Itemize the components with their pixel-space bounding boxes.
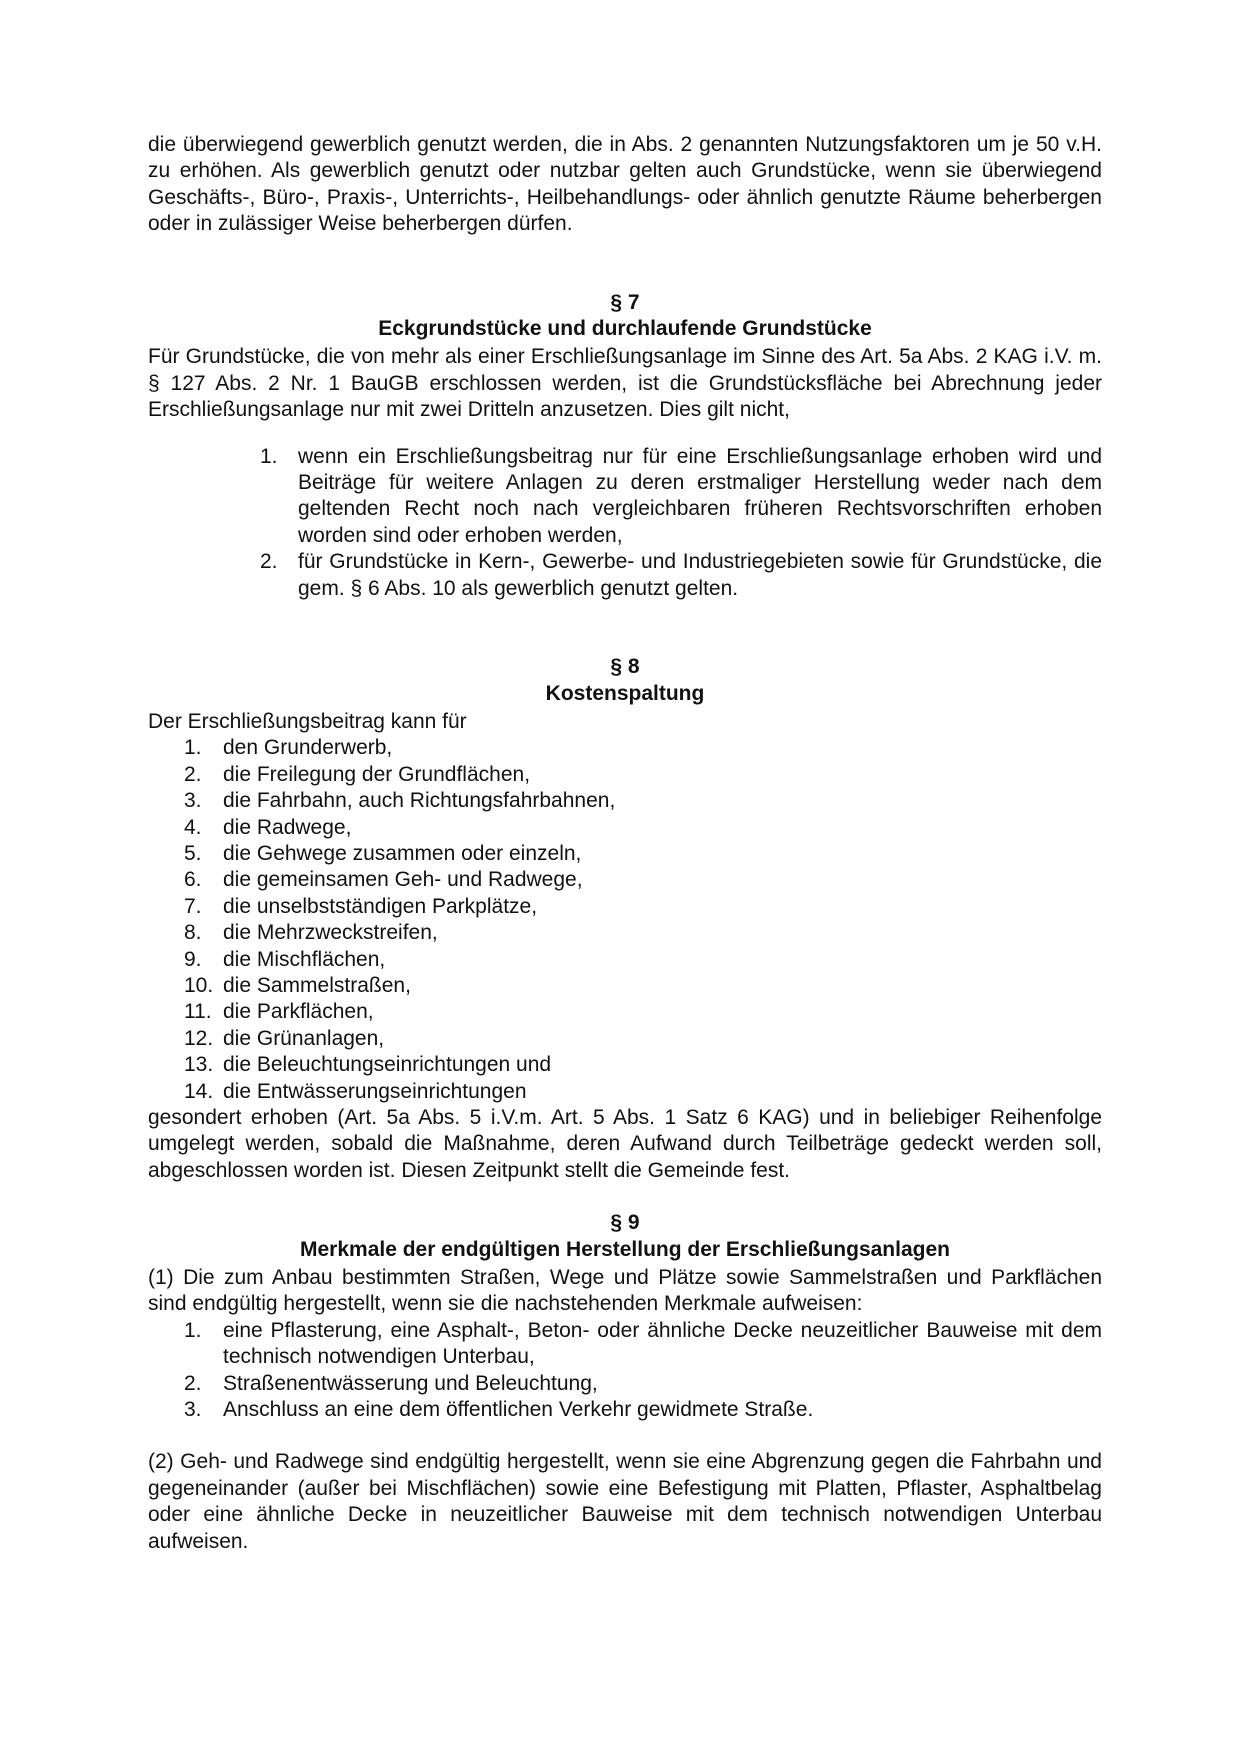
section-9-title: Merkmale der endgültigen Herstellung der Erschließungsanlagen xyxy=(300,1237,950,1261)
list-item-number: 1. xyxy=(184,736,202,760)
list-item-text: Anschluss an eine dem öffentlichen Verkehr gewidmete Straße. xyxy=(223,1398,814,1422)
list-item xyxy=(148,867,1102,893)
section-8-lead: Der Erschließungsbeitrag kann für xyxy=(148,709,467,733)
section-7-number: § 7 xyxy=(610,290,640,314)
list-item xyxy=(148,1079,1102,1105)
list-item xyxy=(148,788,1102,814)
section-8 xyxy=(148,654,1102,1184)
list-item-text: die Radwege, xyxy=(223,815,352,839)
section-8-list xyxy=(148,735,1102,1105)
list-item-text: die Fahrbahn, auch Richtungsfahrbahnen, xyxy=(223,789,616,813)
section-7 xyxy=(148,290,1102,602)
list-item-number: 6. xyxy=(184,868,202,892)
list-item-number: 13. xyxy=(184,1053,214,1077)
list-item xyxy=(148,762,1102,788)
list-item-number: 1. xyxy=(184,1318,202,1342)
section-9 xyxy=(148,1210,1102,1555)
list-item xyxy=(148,1052,1102,1078)
list-item-text: eine Pflasterung, eine Asphalt-, Beton- oder ähnliche Decke neuzeitlicher Bauweise mit dem technisch notwendigen Unterbau, xyxy=(223,1318,1102,1369)
list-item-text: den Grunderwerb, xyxy=(223,736,393,760)
list-item-number: 10. xyxy=(184,973,214,997)
section-8-title: Kostenspaltung xyxy=(545,681,705,705)
list-item-number: 11. xyxy=(184,1000,212,1024)
list-item-text: für Grundstücke in Kern-, Gewerbe- und Industriegebieten sowie für Grundstücke, die gem. § 6 Abs. 10 als gewerblich genutzt gelten. xyxy=(298,550,1102,600)
list-item-text: die Mischflächen, xyxy=(223,947,386,971)
list-item-number: 2. xyxy=(184,762,202,786)
list-item xyxy=(148,444,1102,550)
list-item-number: 3. xyxy=(184,789,202,813)
list-item-number: 12. xyxy=(184,1026,214,1050)
section-8-number: § 8 xyxy=(610,655,640,679)
section-9-number: § 9 xyxy=(610,1211,640,1235)
list-item xyxy=(148,999,1102,1025)
section-7-paragraph: Für Grundstücke, die von mehr als einer Erschließungsanlage im Sinne des Art. 5a Abs. 2 KAG i.V. m. § 127 Abs. 2 Nr. 1 BauGB erschlossen werden, ist die Grundstücksfläche bei Abrechnung jeder Erschließungsanlage nur mit zwei Dritteln anzusetzen. Dies gilt nicht, xyxy=(148,345,1102,422)
list-item-text: die unselbstständigen Parkplätze, xyxy=(223,894,538,918)
list-item-text: die Sammelstraßen, xyxy=(223,973,411,997)
section-9-list xyxy=(148,1318,1102,1424)
list-item-number: 8. xyxy=(184,921,202,945)
list-item xyxy=(148,549,1102,602)
section-9-paragraph-1: (1) Die zum Anbau bestimmten Straßen, Wege und Plätze sowie Sammelstraßen und Parkflächen sind endgültig hergestellt, wenn sie die nachstehenden Merkmale aufweisen: xyxy=(148,1266,1102,1316)
list-item-number: 9. xyxy=(184,947,202,971)
list-item-text: die Beleuchtungseinrichtungen und xyxy=(223,1053,552,1077)
intro-paragraph: die überwiegend gewerblich genutzt werden, die in Abs. 2 genannten Nutzungsfaktoren um je 50 v.H. zu erhöhen. Als gewerblich genutzt oder nutzbar gelten auch Grundstücke, wenn sie überwiegend Geschäfts-, Büro-, Praxis-, Unterrichts-, Heilbehandlungs- oder ähnlich genutzte Räume beherbergen oder in zulässiger Weise beherbergen dürfen. xyxy=(148,133,1102,236)
list-item xyxy=(148,894,1102,920)
list-item xyxy=(148,973,1102,999)
list-item-text: Straßenentwässerung und Beleuchtung, xyxy=(223,1371,598,1395)
list-item xyxy=(148,1371,1102,1397)
list-item xyxy=(148,735,1102,761)
section-7-title: Eckgrundstücke und durchlaufende Grundstücke xyxy=(378,317,872,341)
list-item-text: wenn ein Erschließungsbeitrag nur für eine Erschließungsanlage erhoben wird und Beiträge für weitere Anlagen zu deren erstmaliger Herstellung weder nach dem geltenden Recht noch nach vergleichbaren früheren Rechtsvorschriften erhoben worden sind oder erhoben werden, xyxy=(298,444,1102,547)
list-item-number: 7. xyxy=(184,894,202,918)
list-item-text: die Entwässerungseinrichtungen xyxy=(223,1079,527,1103)
list-item-number: 1. xyxy=(260,444,278,468)
list-item-number: 5. xyxy=(184,841,202,865)
list-item xyxy=(148,1397,1102,1423)
list-item-text: die gemeinsamen Geh- und Radwege, xyxy=(223,868,583,892)
list-item-text: die Gehwege zusammen oder einzeln, xyxy=(223,841,582,865)
list-item xyxy=(148,1318,1102,1371)
section-9-paragraph-2: (2) Geh- und Radwege sind endgültig hergestellt, wenn sie eine Abgrenzung gegen die Fahrbahn und gegeneinander (außer bei Mischflächen) sowie eine Befestigung mit Platten, Pflaster, Asphaltbelag oder eine ähnliche Decke in neuzeitlicher Bauweise mit dem technisch notwendigen Unterbau aufweisen. xyxy=(148,1450,1102,1553)
list-item-number: 2. xyxy=(260,550,278,574)
list-item xyxy=(148,920,1102,946)
section-7-list xyxy=(148,444,1102,602)
list-item-text: die Parkflächen, xyxy=(223,1000,374,1024)
list-item xyxy=(148,841,1102,867)
list-item-text: die Mehrzweckstreifen, xyxy=(223,921,438,945)
list-item xyxy=(148,947,1102,973)
document-page xyxy=(148,132,1102,1555)
list-item-number: 3. xyxy=(184,1398,202,1422)
list-item-text: die Grünanlagen, xyxy=(223,1026,385,1050)
section-8-closing: gesondert erhoben (Art. 5a Abs. 5 i.V.m. Art. 5 Abs. 1 Satz 6 KAG) und in beliebiger Reihenfolge umgelegt werden, sobald die Maßnahme, deren Aufwand durch Teilbeträge gedeckt werden soll, abgeschlossen worden ist. Diesen Zeitpunkt stellt die Gemeinde fest. xyxy=(148,1106,1102,1182)
list-item-number: 4. xyxy=(184,815,202,839)
list-item-number: 2. xyxy=(184,1371,202,1395)
list-item xyxy=(148,815,1102,841)
list-item xyxy=(148,1026,1102,1052)
list-item-number: 14. xyxy=(184,1079,214,1103)
list-item-text: die Freilegung der Grundflächen, xyxy=(223,762,531,786)
